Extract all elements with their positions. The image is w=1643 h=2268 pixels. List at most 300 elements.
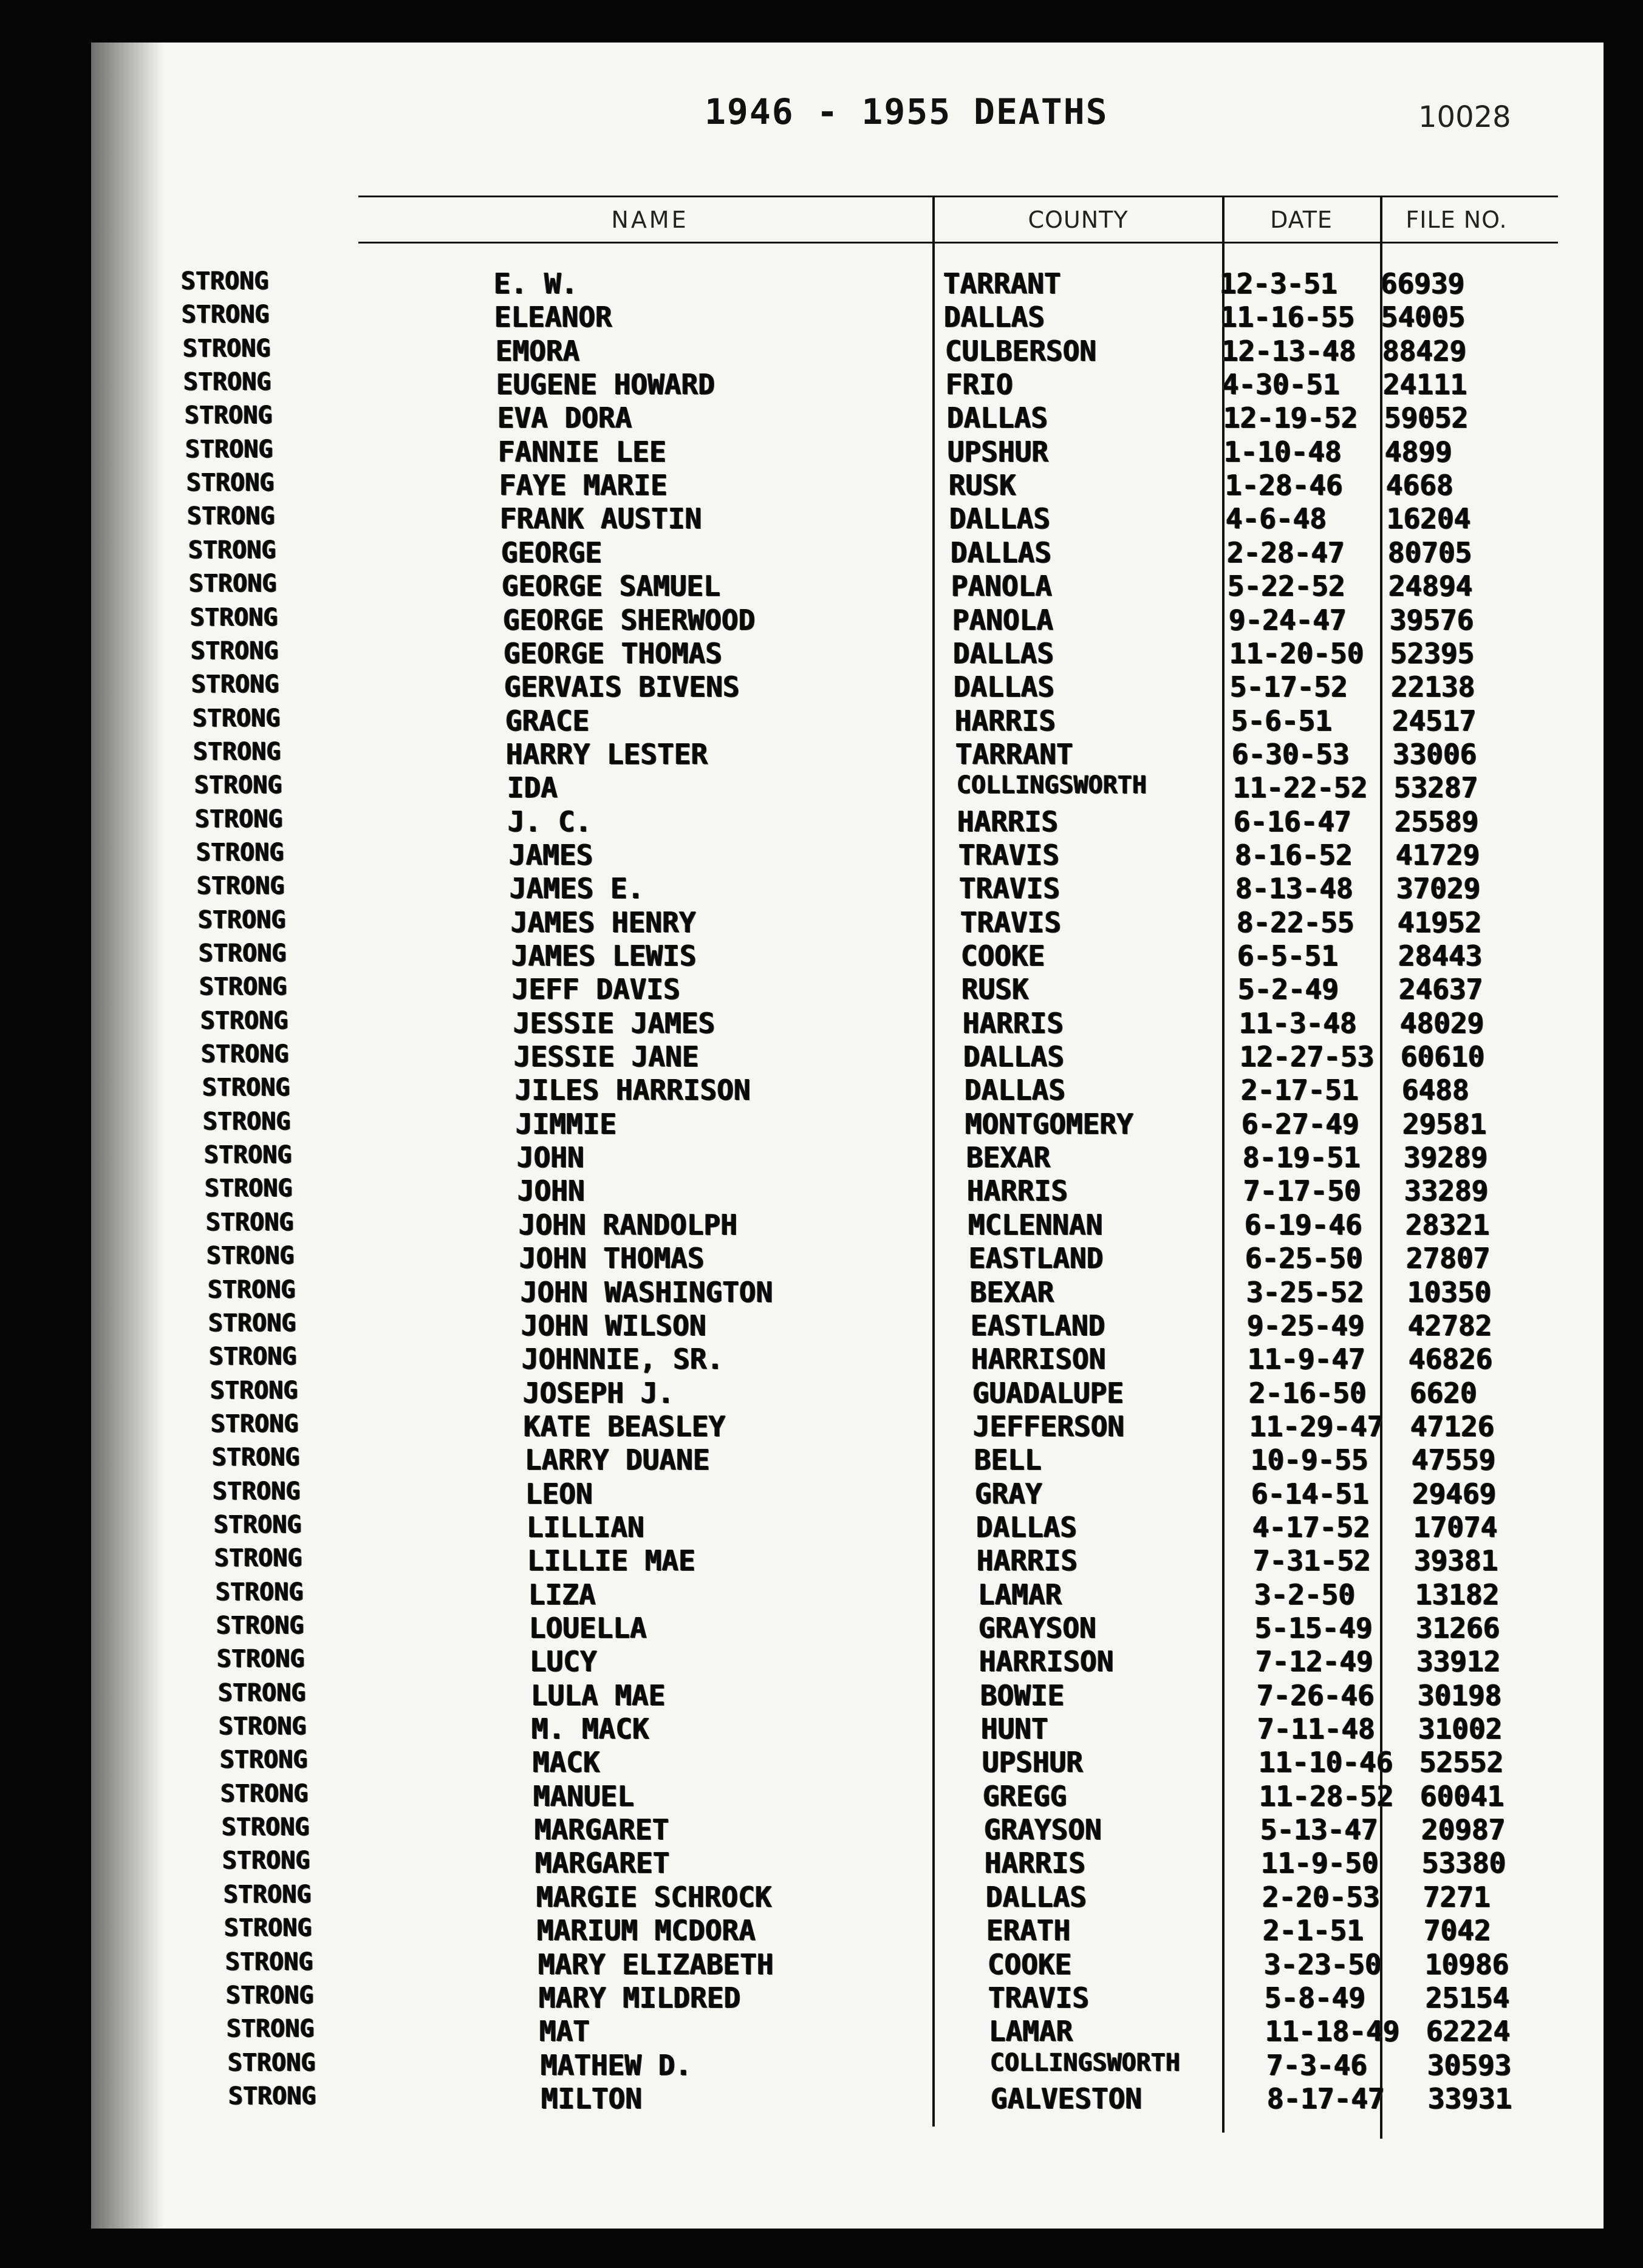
cell-name: LILLIE MAE [527,1544,695,1578]
cell-surname: STRONG [182,301,270,329]
cell-surname: STRONG [199,939,287,967]
table-row [226,1981,1643,2015]
cell-file-no: 24517 [1392,704,1477,737]
table-row [183,368,1643,402]
cell-file-no: 88429 [1382,334,1467,367]
cell-file-no: 28321 [1406,1208,1490,1241]
cell-surname: STRONG [218,1678,306,1707]
cell-surname: STRONG [214,1544,302,1573]
cell-county: RUSK [949,469,1016,502]
cell-file-no: 31266 [1416,1612,1500,1644]
cell-file-no: 42782 [1408,1309,1492,1342]
cell-surname: STRONG [213,1477,301,1505]
cell-surname: STRONG [199,973,287,1001]
cell-name: EVA DORA [497,401,632,435]
cell-file-no: 17074 [1413,1510,1498,1544]
cell-date: 2-17-51 [1241,1074,1359,1107]
cell-surname: STRONG [208,1309,296,1337]
table-row [208,1276,1643,1310]
cell-date: 6-30-53 [1232,737,1350,771]
cell-county: GRAYSON [984,1813,1102,1847]
table-row [228,2049,1643,2083]
cell-surname: STRONG [187,502,275,531]
cell-county: DALLAS [986,1880,1087,1913]
cell-county: DALLAS [951,536,1052,569]
cell-file-no: 54005 [1381,301,1466,334]
cell-name: JOHN WASHINGTON [521,1275,773,1309]
table-row [209,1343,1643,1377]
cell-date: 7-11-48 [1257,1712,1375,1746]
table-row [182,301,1643,335]
cell-name: GERVAIS BIVENS [504,670,740,704]
table-row [216,1578,1643,1612]
cell-date: 6-19-46 [1245,1208,1362,1241]
cell-county: BEXAR [966,1141,1051,1174]
cell-date: 12-13-48 [1221,334,1356,367]
column-header-county: COUNTY [1028,206,1129,233]
cell-date: 6-27-49 [1242,1107,1359,1140]
cell-file-no: 47126 [1410,1409,1495,1443]
cell-file-no: 6620 [1410,1376,1477,1409]
cell-county: DALLAS [963,1040,1065,1074]
table-row [217,1645,1643,1679]
table-row [198,906,1643,940]
table-row [190,604,1643,638]
cell-date: 7-12-49 [1255,1645,1373,1678]
cell-file-no: 48029 [1400,1006,1484,1040]
cell-date: 11-28-52 [1259,1779,1394,1813]
page-number: 10028 [1418,100,1511,134]
cell-county: HARRIS [977,1544,1078,1578]
cell-surname: STRONG [191,636,279,665]
cell-file-no: 41729 [1396,838,1480,871]
cell-surname: STRONG [225,1947,313,1976]
cell-file-no: 59052 [1384,401,1469,435]
cell-date: 5-8-49 [1265,1981,1366,2014]
table-row [220,1746,1643,1780]
cell-county: DALLAS [953,636,1054,670]
cell-surname: STRONG [207,1242,295,1270]
cell-date: 6-16-47 [1234,805,1351,838]
table-row [216,1612,1643,1646]
cell-file-no: 30198 [1418,1678,1502,1712]
cell-file-no: 39576 [1390,603,1474,636]
cell-date: 11-18-49 [1265,2015,1400,2048]
cell-county: HARRISON [979,1645,1114,1678]
table-row [212,1443,1643,1477]
cell-date: 8-16-52 [1235,838,1353,871]
cell-file-no: 33289 [1404,1174,1489,1208]
page-edge-shadow [91,43,164,2229]
column-header-file-no: FILE NO. [1406,206,1508,233]
cell-file-no: 29581 [1402,1107,1487,1140]
table-row [219,1712,1643,1746]
table-row [181,267,1643,301]
cell-name: JAMES LEWIS [511,939,697,972]
cell-surname: STRONG [185,401,273,430]
cell-date: 2-20-53 [1262,1880,1380,1913]
cell-county: CULBERSON [945,334,1097,367]
cell-name: JOHN [517,1174,585,1208]
cell-file-no: 25589 [1395,805,1479,838]
cell-file-no: 53287 [1394,771,1478,805]
cell-file-no: 24111 [1383,368,1467,401]
cell-name: LUCY [530,1645,597,1678]
cell-name: JAMES HENRY [511,905,696,939]
cell-county: GALVESTON [991,2082,1143,2115]
cell-county: GREGG [983,1779,1067,1813]
cell-name: LEON [525,1477,593,1510]
cell-county: EASTLAND [969,1242,1104,1275]
cell-county: LAMAR [978,1578,1062,1611]
cell-surname: STRONG [191,670,279,699]
cell-name: MARY MILDRED [539,1981,741,2014]
cell-date: 11-9-50 [1261,1847,1379,1880]
cell-file-no: 4668 [1386,469,1453,502]
table-row [200,1007,1643,1041]
cell-name: JIMMIE [516,1107,617,1140]
table-row [224,1881,1643,1915]
cell-county: TARRANT [955,737,1073,771]
cell-file-no: 24894 [1389,570,1473,603]
cell-file-no: 52395 [1390,636,1475,670]
cell-county: HARRISON [971,1343,1106,1376]
cell-surname: STRONG [181,267,269,295]
cell-name: JILES HARRISON [515,1074,751,1107]
cell-county: PANOLA [951,570,1053,603]
cell-surname: STRONG [201,1040,289,1069]
cell-file-no: 37029 [1396,872,1481,905]
cell-surname: STRONG [228,2048,316,2077]
cell-date: 6-5-51 [1237,939,1339,972]
cell-file-no: 10986 [1425,1947,1509,1981]
header-top-rule [358,196,1558,197]
table-row [205,1174,1643,1208]
cell-county: DALLAS [949,502,1051,536]
cell-date: 12-3-51 [1220,267,1337,300]
cell-file-no: 41952 [1398,905,1482,939]
cell-county: DALLAS [954,670,1055,704]
cell-date: 2-1-51 [1263,1914,1364,1947]
cell-name: JAMES E. [510,872,644,905]
cell-name: LULA MAE [531,1678,666,1712]
cell-file-no: 24637 [1399,973,1483,1006]
cell-surname: STRONG [211,1409,299,1438]
cell-date: 11-16-55 [1220,301,1355,334]
cell-date: 5-17-52 [1230,670,1348,704]
cell-surname: STRONG [228,2082,316,2110]
cell-file-no: 60041 [1420,1779,1505,1813]
cell-file-no: 22138 [1391,670,1475,704]
cell-county: JEFFERSON [973,1409,1125,1443]
table-row [204,1141,1643,1175]
cell-name: MATHEW D. [541,2048,692,2082]
cell-name: M. MACK [531,1712,649,1746]
cell-county: HARRIS [957,805,1059,838]
cell-county: DALLAS [976,1510,1078,1544]
table-row [187,502,1643,536]
document-title: 1946 - 1955 DEATHS [705,91,1108,132]
cell-date: 8-19-51 [1243,1141,1361,1174]
cell-county: COLLINGSWORTH [957,771,1147,800]
cell-file-no: 60610 [1401,1040,1485,1074]
cell-surname: STRONG [226,1981,314,2009]
cell-name: FAYE MARIE [499,469,668,502]
cell-county: UPSHUR [948,435,1049,468]
cell-name: LARRY DUANE [525,1443,710,1477]
cell-county: TRAVIS [988,1981,1090,2014]
cell-date: 1-10-48 [1224,435,1342,468]
cell-name: GEORGE [501,536,603,569]
cell-name: MAT [539,2015,590,2048]
cell-county: HUNT [981,1712,1048,1746]
cell-date: 8-17-47 [1267,2082,1385,2115]
cell-surname: STRONG [214,1510,302,1539]
table-row [185,401,1643,435]
table-row [196,839,1643,873]
cell-name: HARRY LESTER [506,737,708,771]
cell-date: 3-2-50 [1254,1578,1356,1611]
cell-date: 11-9-47 [1248,1343,1365,1376]
cell-surname: STRONG [193,704,281,732]
cell-name: GEORGE THOMAS [504,636,723,670]
cell-name: FRANK AUSTIN [500,502,702,536]
cell-name: MACK [533,1746,600,1779]
cell-file-no: 30593 [1427,2048,1512,2082]
cell-surname: STRONG [196,838,284,867]
cell-county: TRAVIS [958,838,1060,871]
cell-county: BEXAR [970,1275,1054,1309]
cell-surname: STRONG [202,1074,290,1102]
cell-date: 10-9-55 [1251,1443,1368,1477]
cell-name: LIZA [528,1578,596,1611]
cell-county: COOKE [961,939,1045,972]
table-row [193,704,1643,738]
table-row [194,771,1643,805]
header-bottom-rule [358,242,1558,243]
cell-surname: STRONG [224,1880,312,1909]
cell-file-no: 10350 [1407,1275,1492,1309]
column-header-name: NAME [611,206,689,233]
cell-file-no: 33006 [1393,737,1477,771]
table-row [227,2015,1643,2049]
cell-surname: STRONG [222,1813,310,1842]
cell-file-no: 20987 [1421,1813,1506,1847]
cell-name: KATE BEASLEY [524,1409,726,1443]
table-row [191,637,1643,671]
cell-file-no: 31002 [1418,1712,1503,1746]
cell-date: 7-17-50 [1243,1174,1361,1208]
cell-date: 1-28-46 [1225,469,1343,502]
cell-surname: STRONG [186,469,275,497]
cell-county: DALLAS [947,401,1048,435]
cell-county: DALLAS [965,1074,1066,1107]
cell-file-no: 39289 [1404,1141,1488,1174]
cell-name: J. C. [508,805,592,838]
cell-surname: STRONG [188,536,276,564]
cell-county: FRIO [946,368,1013,401]
cell-surname: STRONG [205,1174,293,1203]
cell-file-no: 27807 [1406,1242,1491,1275]
cell-file-no: 6488 [1402,1074,1469,1107]
cell-date: 11-20-50 [1229,636,1364,670]
cell-file-no: 25154 [1426,1981,1510,2014]
table-row [195,805,1643,839]
cell-county: TRAVIS [959,872,1061,905]
cell-name: GRACE [505,704,590,737]
cell-surname: STRONG [183,368,272,397]
column-header-date: DATE [1270,206,1333,233]
cell-county: LAMAR [989,2015,1073,2048]
table-row [222,1813,1643,1847]
table-row [199,973,1643,1007]
table-row [224,1914,1643,1948]
cell-date: 9-25-49 [1247,1309,1365,1342]
cell-surname: STRONG [219,1712,307,1741]
cell-name: IDA [507,771,558,805]
cell-surname: STRONG [198,905,286,934]
cell-name: GEORGE SHERWOOD [503,603,756,636]
cell-name: MARGIE SCHROCK [536,1880,772,1913]
cell-file-no: 46826 [1409,1343,1493,1376]
cell-date: 5-22-52 [1228,570,1345,603]
table-row [193,738,1643,772]
table-row [206,1208,1643,1242]
cell-county: ERATH [986,1914,1071,1947]
cell-date: 11-22-52 [1233,771,1368,805]
cell-date: 11-3-48 [1239,1006,1357,1040]
cell-surname: STRONG [222,1847,310,1875]
cell-surname: STRONG [203,1107,291,1136]
cell-county: MONTGOMERY [965,1107,1133,1140]
cell-surname: STRONG [193,737,281,766]
cell-county: MCLENNAN [968,1208,1103,1241]
cell-surname: STRONG [220,1746,308,1774]
cell-date: 7-31-52 [1253,1544,1371,1578]
cell-surname: STRONG [216,1578,304,1606]
cell-surname: STRONG [220,1779,309,1808]
table-row [183,335,1643,369]
table-row [207,1242,1643,1276]
cell-county: HARRIS [955,704,1056,737]
table-row [210,1377,1643,1411]
cell-surname: STRONG [209,1343,297,1371]
cell-surname: STRONG [195,805,283,833]
cell-file-no: 13182 [1415,1578,1500,1611]
table-row [188,536,1643,570]
cell-name: JOHN THOMAS [519,1242,705,1275]
table-row [218,1679,1643,1713]
cell-surname: STRONG [212,1443,300,1472]
cell-date: 11-29-47 [1249,1409,1384,1443]
cell-name: MANUEL [533,1779,635,1813]
cell-county: TARRANT [943,267,1061,300]
cell-surname: STRONG [185,435,273,463]
cell-county: PANOLA [952,603,1054,636]
cell-surname: STRONG [217,1645,305,1674]
cell-name: JESSIE JAMES [513,1006,716,1040]
cell-county: TRAVIS [960,905,1062,939]
cell-date: 2-16-50 [1249,1376,1367,1409]
table-row [203,1108,1643,1142]
table-row [185,435,1643,469]
cell-file-no: 33931 [1428,2082,1512,2115]
cell-date: 6-25-50 [1245,1242,1363,1275]
cell-name: LILLIAN [527,1510,644,1544]
cell-surname: STRONG [216,1612,304,1640]
cell-date: 6-14-51 [1251,1477,1369,1510]
cell-file-no: 29469 [1412,1477,1497,1510]
table-row [211,1410,1643,1444]
table-row [220,1780,1643,1814]
cell-county: GRAY [975,1477,1042,1510]
table-row [202,1074,1643,1108]
cell-surname: STRONG [189,570,277,598]
cell-name: JOHN [517,1141,584,1174]
cell-name: JEFF DAVIS [512,973,680,1006]
cell-name: MARY ELIZABETH [538,1947,774,1981]
cell-surname: STRONG [210,1376,298,1405]
cell-file-no: 33912 [1416,1645,1501,1678]
cell-file-no: 28443 [1398,939,1483,972]
cell-name: FANNIE LEE [498,435,666,468]
cell-county: RUSK [962,973,1029,1006]
cell-date: 4-30-51 [1222,368,1340,401]
cell-date: 5-2-49 [1238,973,1339,1006]
table-row [191,670,1643,704]
cell-surname: STRONG [183,334,271,363]
cell-name: EMORA [496,334,580,367]
cell-name: MARGARET [535,1813,669,1847]
cell-county: DALLAS [944,301,1045,334]
cell-date: 7-3-46 [1266,2048,1368,2082]
cell-name: MILTON [541,2082,643,2115]
cell-date: 5-13-47 [1260,1813,1378,1847]
cell-date: 2-28-47 [1227,536,1345,569]
cell-name: JOHN RANDOLPH [519,1208,738,1241]
table-row [189,570,1643,604]
cell-date: 3-23-50 [1264,1947,1382,1981]
cell-file-no: 16204 [1387,502,1471,536]
cell-date: 11-10-46 [1259,1746,1393,1779]
cell-date: 4-6-48 [1226,502,1327,536]
table-row [213,1477,1643,1511]
cell-date: 12-27-53 [1240,1040,1375,1074]
cell-date: 12-19-52 [1223,401,1358,435]
cell-file-no: 47559 [1412,1443,1496,1477]
cell-surname: STRONG [190,603,278,632]
cell-file-no: 7271 [1423,1880,1491,1913]
cell-county: COLLINGSWORTH [990,2048,1181,2077]
cell-name: MARIUM MCDORA [537,1914,756,1947]
cell-county: BOWIE [980,1678,1065,1712]
cell-name: JESSIE JANE [514,1040,699,1074]
cell-date: 4-17-52 [1252,1510,1370,1544]
cell-surname: STRONG [227,2015,315,2043]
table-row [199,939,1643,973]
cell-name: EUGENE HOWARD [496,368,716,401]
cell-name: MARGARET [535,1847,670,1880]
cell-name: JOSEPH J. [523,1376,675,1409]
cell-county: GRAYSON [979,1612,1096,1644]
cell-date: 5-6-51 [1231,704,1333,737]
table-row [201,1040,1643,1074]
cell-file-no: 53380 [1422,1847,1506,1880]
table-row [214,1511,1643,1545]
cell-county: HARRIS [967,1174,1068,1208]
cell-file-no: 62224 [1426,2015,1511,2048]
cell-county: HARRIS [963,1006,1064,1040]
